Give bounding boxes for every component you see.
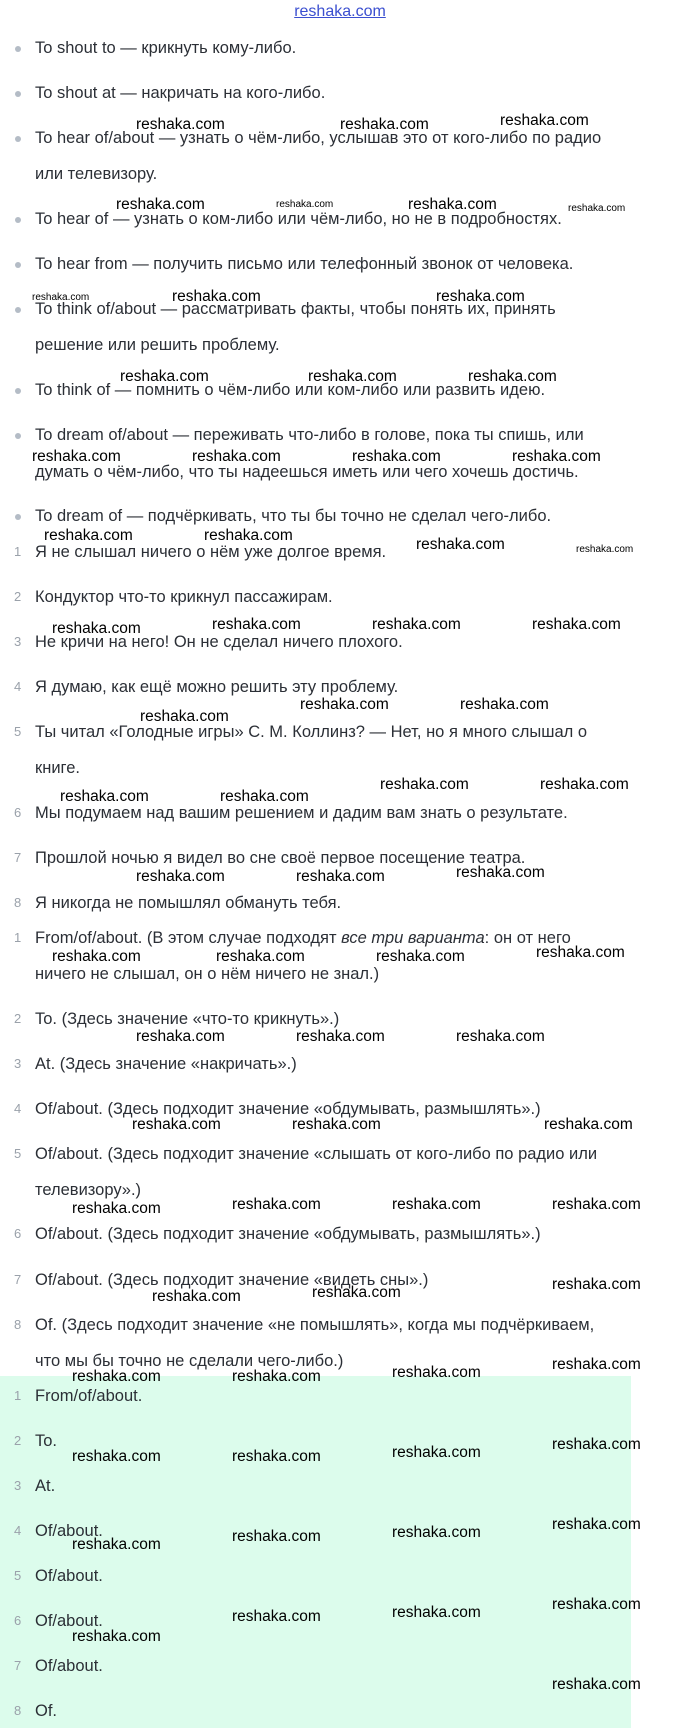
watermark: reshaka.com [456, 864, 545, 881]
item-number: 2 [14, 1433, 22, 1448]
watermark: reshaka.com [232, 1608, 321, 1625]
item-number: 7 [14, 850, 22, 865]
list-item: From/of/about. (В этом случае подходят все три варианта: он от него [35, 929, 571, 947]
list-item: Of/about. (Здесь подходит значение «слышать от кого-либо по радио или [35, 1145, 598, 1163]
watermark: reshaka.com [340, 116, 429, 133]
list-item: To think of/about — рассматривать факты, чтобы понять их, принять [35, 300, 556, 318]
watermark: reshaka.com [204, 527, 293, 544]
watermark: reshaka.com [212, 616, 301, 633]
watermark: reshaka.com [136, 116, 225, 133]
watermark: reshaka.com [276, 199, 334, 210]
watermark: reshaka.com [568, 203, 626, 214]
list-item: To dream of — подчёркивать, что ты бы точно не сделал чего-либо. [35, 507, 552, 525]
watermark: reshaka.com [72, 1368, 161, 1385]
watermark: reshaka.com [60, 788, 149, 805]
item-number: 8 [14, 1703, 22, 1718]
watermark: reshaka.com [308, 368, 397, 385]
emphasis: все три варианта [341, 929, 485, 947]
watermark: reshaka.com [392, 1524, 481, 1541]
watermark: reshaka.com [136, 868, 225, 885]
watermark: reshaka.com [72, 1628, 161, 1645]
watermark: reshaka.com [536, 944, 625, 961]
watermark: reshaka.com [456, 1028, 545, 1045]
watermark: reshaka.com [512, 448, 601, 465]
item-number: 2 [14, 1011, 22, 1026]
watermark: reshaka.com [544, 1116, 633, 1133]
list-item-cont: книге. [35, 759, 80, 777]
watermark: reshaka.com [52, 620, 141, 637]
answer-item: Of/about. [35, 1567, 103, 1585]
item-number: 2 [14, 589, 22, 604]
watermark: reshaka.com [292, 1116, 381, 1133]
watermark: reshaka.com [132, 1116, 221, 1133]
watermark: reshaka.com [216, 948, 305, 965]
answer-item: To. [35, 1432, 58, 1450]
watermark: reshaka.com [532, 616, 621, 633]
item-number: 6 [14, 805, 22, 820]
header [0, 2, 680, 21]
watermark: reshaka.com [468, 368, 557, 385]
list-item: Не кричи на него! Он не сделал ничего плохого. [35, 633, 403, 651]
watermark: reshaka.com [44, 527, 133, 544]
item-number: 3 [14, 634, 22, 649]
watermark: reshaka.com [372, 616, 461, 633]
watermark: reshaka.com [416, 536, 505, 553]
list-item: To hear of/about — узнать о чём-либо, услышав это от кого-либо по радио [35, 129, 602, 147]
watermark: reshaka.com [232, 1368, 321, 1385]
watermark: reshaka.com [72, 1200, 161, 1217]
watermark: reshaka.com [352, 448, 441, 465]
watermark: reshaka.com [232, 1196, 321, 1213]
item-number: 7 [14, 1658, 22, 1673]
watermark: reshaka.com [408, 196, 497, 213]
watermark: reshaka.com [52, 948, 141, 965]
item-number: 4 [14, 1523, 22, 1538]
list-item: Of/about. (Здесь подходит значение «обдумывать, размышлять».) [35, 1100, 541, 1118]
watermark: reshaka.com [300, 696, 389, 713]
watermark: reshaka.com [116, 196, 205, 213]
list-item: Кондуктор что-то крикнул пассажирам. [35, 588, 333, 606]
list-item: Of. (Здесь подходит значение «не помышлять», когда мы подчёркиваем, [35, 1316, 595, 1334]
list-item: Я думаю, как ещё можно решить эту проблему. [35, 678, 399, 696]
bullet [15, 514, 21, 520]
list-item: Мы подумаем над вашим решением и дадим вам знать о результате. [35, 804, 568, 822]
watermark: reshaka.com [140, 708, 229, 725]
watermark: reshaka.com [72, 1448, 161, 1465]
bullet [15, 307, 21, 313]
answer-item: Of/about. [35, 1657, 103, 1675]
watermark: reshaka.com [72, 1536, 161, 1553]
watermark: reshaka.com [172, 288, 261, 305]
list-item: To. (Здесь значение «что-то крикнуть».) [35, 1010, 340, 1028]
watermark: reshaka.com [552, 1676, 641, 1693]
item-number: 5 [14, 1568, 22, 1583]
watermark: reshaka.com [500, 112, 589, 129]
list-item-cont: телевизору».) [35, 1181, 142, 1199]
watermark: reshaka.com [152, 1288, 241, 1305]
item-number: 3 [14, 1478, 22, 1493]
watermark: reshaka.com [576, 544, 634, 555]
watermark: reshaka.com [392, 1604, 481, 1621]
watermark: reshaka.com [32, 292, 90, 303]
item-number: 5 [14, 724, 22, 739]
list-item: Я не слышал ничего о нём уже долгое время. [35, 543, 387, 561]
list-item: To hear from — получить письмо или телефонный звонок от человека. [35, 255, 574, 273]
watermark: reshaka.com [552, 1196, 641, 1213]
watermark: reshaka.com [312, 1284, 401, 1301]
item-number: 1 [14, 930, 22, 945]
bullet [15, 262, 21, 268]
list-item-cont: или телевизору. [35, 165, 158, 183]
watermark: reshaka.com [392, 1364, 481, 1381]
item-number: 6 [14, 1226, 22, 1241]
answer-item: From/of/about. [35, 1387, 143, 1405]
watermark: reshaka.com [232, 1528, 321, 1545]
list-item-cont: что мы бы точно не сделали чего-либо.) [35, 1352, 344, 1370]
list-item-cont: думать о чём-либо, что ты надеешься иметь или чего хочешь достичь. [35, 463, 579, 481]
list-item-cont: решение или решить проблему. [35, 336, 280, 354]
list-item: To think of — помнить о чём-либо или ком-либо или развить идею. [35, 381, 546, 399]
list-item: At. (Здесь значение «накричать».) [35, 1055, 297, 1073]
watermark: reshaka.com [296, 868, 385, 885]
item-number: 6 [14, 1613, 22, 1628]
bullet [15, 46, 21, 52]
item-number: 7 [14, 1272, 22, 1287]
item-number: 4 [14, 1101, 22, 1116]
watermark: reshaka.com [460, 696, 549, 713]
watermark: reshaka.com [32, 448, 121, 465]
watermark: reshaka.com [376, 948, 465, 965]
list-item: Of/about. (Здесь подходит значение «обдумывать, размышлять».) [35, 1225, 541, 1243]
list-item: Of/about. (Здесь подходит значение «видеть сны».) [35, 1271, 429, 1289]
watermark: reshaka.com [220, 788, 309, 805]
list-item-cont: ничего не слышал, он о нём ничего не знал.) [35, 965, 380, 983]
item-number: 8 [14, 895, 22, 910]
watermark: reshaka.com [380, 776, 469, 793]
item-number: 4 [14, 679, 22, 694]
watermark: reshaka.com [120, 368, 209, 385]
site-link[interactable]: reshaka.com [294, 3, 386, 20]
bullet [15, 91, 21, 97]
answer-item: Of/about. [35, 1522, 103, 1540]
watermark: reshaka.com [392, 1444, 481, 1461]
list-item: Ты читал «Голодные игры» С. М. Коллинз? — Нет, но я много слышал о [35, 723, 588, 741]
answer-item: Of/about. [35, 1612, 103, 1630]
item-number: 1 [14, 544, 22, 559]
list-item: Я никогда не помышлял обмануть тебя. [35, 894, 342, 912]
bullet [15, 388, 21, 394]
item-number: 1 [14, 1388, 22, 1403]
bullet [15, 433, 21, 439]
watermark: reshaka.com [552, 1436, 641, 1453]
watermark: reshaka.com [392, 1196, 481, 1213]
list-item: To shout to — крикнуть кому-либо. [35, 39, 297, 57]
watermark: reshaka.com [136, 1028, 225, 1045]
item-number: 3 [14, 1056, 22, 1071]
bullet [15, 217, 21, 223]
list-item: To shout at — накричать на кого-либо. [35, 84, 326, 102]
bullet [15, 136, 21, 142]
watermark: reshaka.com [552, 1276, 641, 1293]
watermark: reshaka.com [552, 1516, 641, 1533]
watermark: reshaka.com [232, 1448, 321, 1465]
watermark: reshaka.com [192, 448, 281, 465]
list-item: Прошлой ночью я видел во сне своё первое посещение театра. [35, 849, 526, 867]
item-number: 8 [14, 1317, 22, 1332]
watermark: reshaka.com [296, 1028, 385, 1045]
watermark: reshaka.com [552, 1596, 641, 1613]
answer-item: At. [35, 1477, 56, 1495]
watermark: reshaka.com [552, 1356, 641, 1373]
list-item: To hear of — узнать о ком-либо или чём-либо, но не в подробностях. [35, 210, 562, 228]
list-item: To dream of/about — переживать что-либо в голове, пока ты спишь, или [35, 426, 584, 444]
answer-item: Of. [35, 1702, 58, 1720]
item-number: 5 [14, 1146, 22, 1161]
watermark: reshaka.com [540, 776, 629, 793]
watermark: reshaka.com [436, 288, 525, 305]
